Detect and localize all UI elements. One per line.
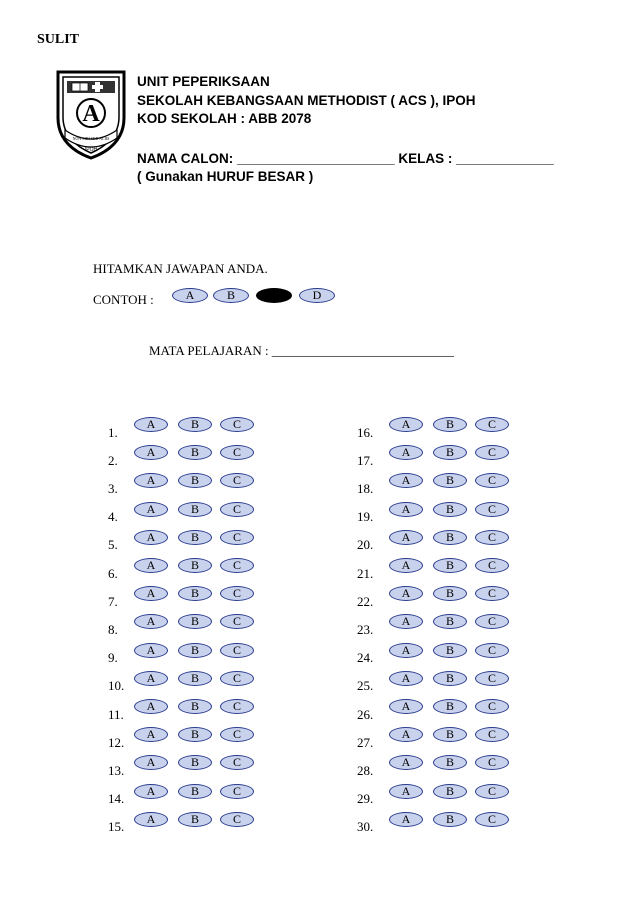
example-bubble-b: B (213, 288, 249, 303)
question-number: 16. (357, 424, 374, 440)
answer-bubble-b[interactable]: B (178, 502, 212, 517)
answer-bubble-b[interactable]: B (433, 812, 467, 827)
answer-bubble-b[interactable]: B (178, 445, 212, 460)
question-number: 25. (357, 678, 374, 694)
answer-bubble-b[interactable]: B (178, 417, 212, 432)
answer-bubble-a[interactable]: A (389, 445, 423, 460)
header-school-code: KOD SEKOLAH : ABB 2078 (137, 111, 312, 126)
uppercase-note: ( Gunakan HURUF BESAR ) (137, 169, 314, 184)
example-bubble-c (256, 288, 292, 303)
answer-bubble-b[interactable]: B (433, 473, 467, 488)
answer-bubble-c[interactable]: C (475, 727, 509, 742)
answer-bubble-a[interactable]: A (389, 502, 423, 517)
example-label: CONTOH : (93, 292, 154, 307)
answer-bubble-b[interactable]: B (178, 727, 212, 742)
answer-bubble-a[interactable]: A (134, 643, 168, 658)
candidate-name-class-field[interactable]: NAMA CALON: _____________________ KELAS : _____________ (137, 151, 554, 166)
question-number: 27. (357, 734, 374, 750)
question-number: 13. (108, 762, 125, 778)
answer-bubble-c[interactable]: C (475, 755, 509, 770)
answer-bubble-a[interactable]: A (389, 812, 423, 827)
header-school: SEKOLAH KEBANGSAAN METHODIST ( ACS ), IPOH (137, 93, 476, 108)
answer-bubble-b[interactable]: B (433, 502, 467, 517)
answer-bubble-b[interactable]: B (433, 417, 467, 432)
answer-bubble-b[interactable]: B (433, 614, 467, 629)
question-number: 26. (357, 706, 374, 722)
answer-bubble-b[interactable]: B (433, 586, 467, 601)
question-number: 12. (108, 734, 125, 750)
answer-bubble-c[interactable]: C (220, 727, 254, 742)
answer-bubble-a[interactable]: A (389, 643, 423, 658)
answer-bubble-a[interactable]: A (389, 473, 423, 488)
answer-bubble-a[interactable]: A (134, 558, 168, 573)
answer-bubble-c[interactable]: C (475, 699, 509, 714)
question-number: 4. (108, 509, 118, 525)
answer-bubble-a[interactable]: A (389, 614, 423, 629)
answer-bubble-a[interactable]: A (134, 812, 168, 827)
subject-field[interactable]: MATA PELAJARAN : ____________________________ (149, 343, 454, 358)
answer-bubble-a[interactable]: A (134, 784, 168, 799)
answer-bubble-a[interactable]: A (389, 530, 423, 545)
question-number: 30. (357, 819, 374, 835)
answer-bubble-b[interactable]: B (178, 755, 212, 770)
answer-bubble-a[interactable]: A (134, 445, 168, 460)
answer-bubble-b[interactable]: B (178, 699, 212, 714)
question-number: 7. (108, 593, 118, 609)
answer-bubble-c[interactable]: C (220, 586, 254, 601)
question-number: 19. (357, 509, 374, 525)
answer-bubble-a[interactable]: A (389, 699, 423, 714)
answer-bubble-c[interactable]: C (220, 473, 254, 488)
answer-bubble-a[interactable]: A (134, 671, 168, 686)
answer-bubble-c[interactable]: C (220, 502, 254, 517)
answer-bubble-b[interactable]: B (178, 812, 212, 827)
example-bubble-a: A (172, 288, 208, 303)
answer-bubble-a[interactable]: A (134, 473, 168, 488)
answer-bubble-b[interactable]: B (433, 445, 467, 460)
answer-bubble-c[interactable]: C (220, 643, 254, 658)
question-number: 20. (357, 537, 374, 553)
answer-bubble-c[interactable]: C (475, 445, 509, 460)
answer-bubble-b[interactable]: B (433, 530, 467, 545)
classification-label: SULIT (37, 32, 80, 47)
instruction-text: HITAMKAN JAWAPAN ANDA. (93, 261, 268, 276)
answer-bubble-b[interactable]: B (433, 558, 467, 573)
answer-bubble-c[interactable]: C (220, 445, 254, 460)
question-number: 15. (108, 819, 125, 835)
question-number: 18. (357, 480, 374, 496)
answer-bubble-c[interactable]: C (220, 530, 254, 545)
answer-bubble-c[interactable]: C (220, 755, 254, 770)
answer-bubble-b[interactable]: B (433, 784, 467, 799)
question-number: 11. (108, 706, 124, 722)
question-number: 24. (357, 650, 374, 666)
answer-bubble-c[interactable]: C (475, 530, 509, 545)
answer-bubble-b[interactable]: B (178, 586, 212, 601)
answer-bubble-a[interactable]: A (134, 586, 168, 601)
answer-bubble-c[interactable]: C (475, 812, 509, 827)
answer-bubble-c[interactable]: C (475, 643, 509, 658)
school-logo (54, 68, 128, 160)
question-number: 22. (357, 593, 374, 609)
answer-bubble-c[interactable]: C (475, 671, 509, 686)
header-unit: UNIT PEPERIKSAAN (137, 74, 270, 89)
answer-bubble-a[interactable]: A (134, 502, 168, 517)
answer-bubble-c[interactable]: C (475, 558, 509, 573)
answer-bubble-c[interactable]: C (220, 784, 254, 799)
question-number: 6. (108, 565, 118, 581)
answer-bubble-b[interactable]: B (178, 473, 212, 488)
question-number: 5. (108, 537, 118, 553)
answer-bubble-b[interactable]: B (433, 643, 467, 658)
answer-bubble-c[interactable]: C (220, 671, 254, 686)
answer-bubble-c[interactable]: C (220, 699, 254, 714)
answer-bubble-b[interactable]: B (178, 614, 212, 629)
question-number: 9. (108, 650, 118, 666)
logo-motto: NON SIBI SED ALIIS (72, 136, 110, 141)
answer-bubble-a[interactable]: A (389, 417, 423, 432)
question-number: 23. (357, 621, 374, 637)
question-number: 8. (108, 621, 118, 637)
question-number: 1. (108, 424, 118, 440)
question-number: 10. (108, 678, 125, 694)
logo-letter: A (82, 101, 100, 127)
answer-bubble-a[interactable]: A (134, 699, 168, 714)
question-number: 2. (108, 452, 118, 468)
answer-bubble-a[interactable]: A (134, 530, 168, 545)
answer-bubble-a[interactable]: A (389, 586, 423, 601)
answer-bubble-b[interactable]: B (433, 699, 467, 714)
answer-bubble-a[interactable]: A (134, 417, 168, 432)
answer-bubble-a[interactable]: A (389, 671, 423, 686)
answer-bubble-a[interactable]: A (389, 558, 423, 573)
question-number: 14. (108, 791, 125, 807)
answer-bubble-b[interactable]: B (433, 755, 467, 770)
answer-bubble-c[interactable]: C (475, 614, 509, 629)
question-number: 21. (357, 565, 374, 581)
answer-bubble-b[interactable]: B (178, 530, 212, 545)
question-number: 3. (108, 480, 118, 496)
answer-bubble-c[interactable]: C (475, 586, 509, 601)
answer-bubble-c[interactable]: C (220, 417, 254, 432)
answer-bubble-b[interactable]: B (433, 671, 467, 686)
answer-bubble-c[interactable]: C (475, 502, 509, 517)
answer-bubble-b[interactable]: B (178, 784, 212, 799)
question-number: 17. (357, 452, 374, 468)
answer-bubble-b[interactable]: B (433, 727, 467, 742)
answer-bubble-c[interactable]: C (220, 558, 254, 573)
answer-bubble-c[interactable]: C (220, 614, 254, 629)
answer-bubble-c[interactable]: C (475, 473, 509, 488)
answer-bubble-a[interactable]: A (389, 755, 423, 770)
question-number: 29. (357, 791, 374, 807)
answer-bubble-c[interactable]: C (220, 812, 254, 827)
logo-place: IPOH (84, 147, 98, 153)
answer-bubble-b[interactable]: B (178, 671, 212, 686)
answer-bubble-b[interactable]: B (178, 643, 212, 658)
answer-bubble-a[interactable]: A (389, 727, 423, 742)
answer-bubble-c[interactable]: C (475, 784, 509, 799)
answer-bubble-a[interactable]: A (134, 727, 168, 742)
answer-bubble-a[interactable]: A (134, 614, 168, 629)
answer-bubble-c[interactable]: C (475, 417, 509, 432)
answer-bubble-a[interactable]: A (134, 755, 168, 770)
answer-bubble-a[interactable]: A (389, 784, 423, 799)
question-number: 28. (357, 762, 374, 778)
answer-bubble-b[interactable]: B (178, 558, 212, 573)
example-bubble-d: D (299, 288, 335, 303)
